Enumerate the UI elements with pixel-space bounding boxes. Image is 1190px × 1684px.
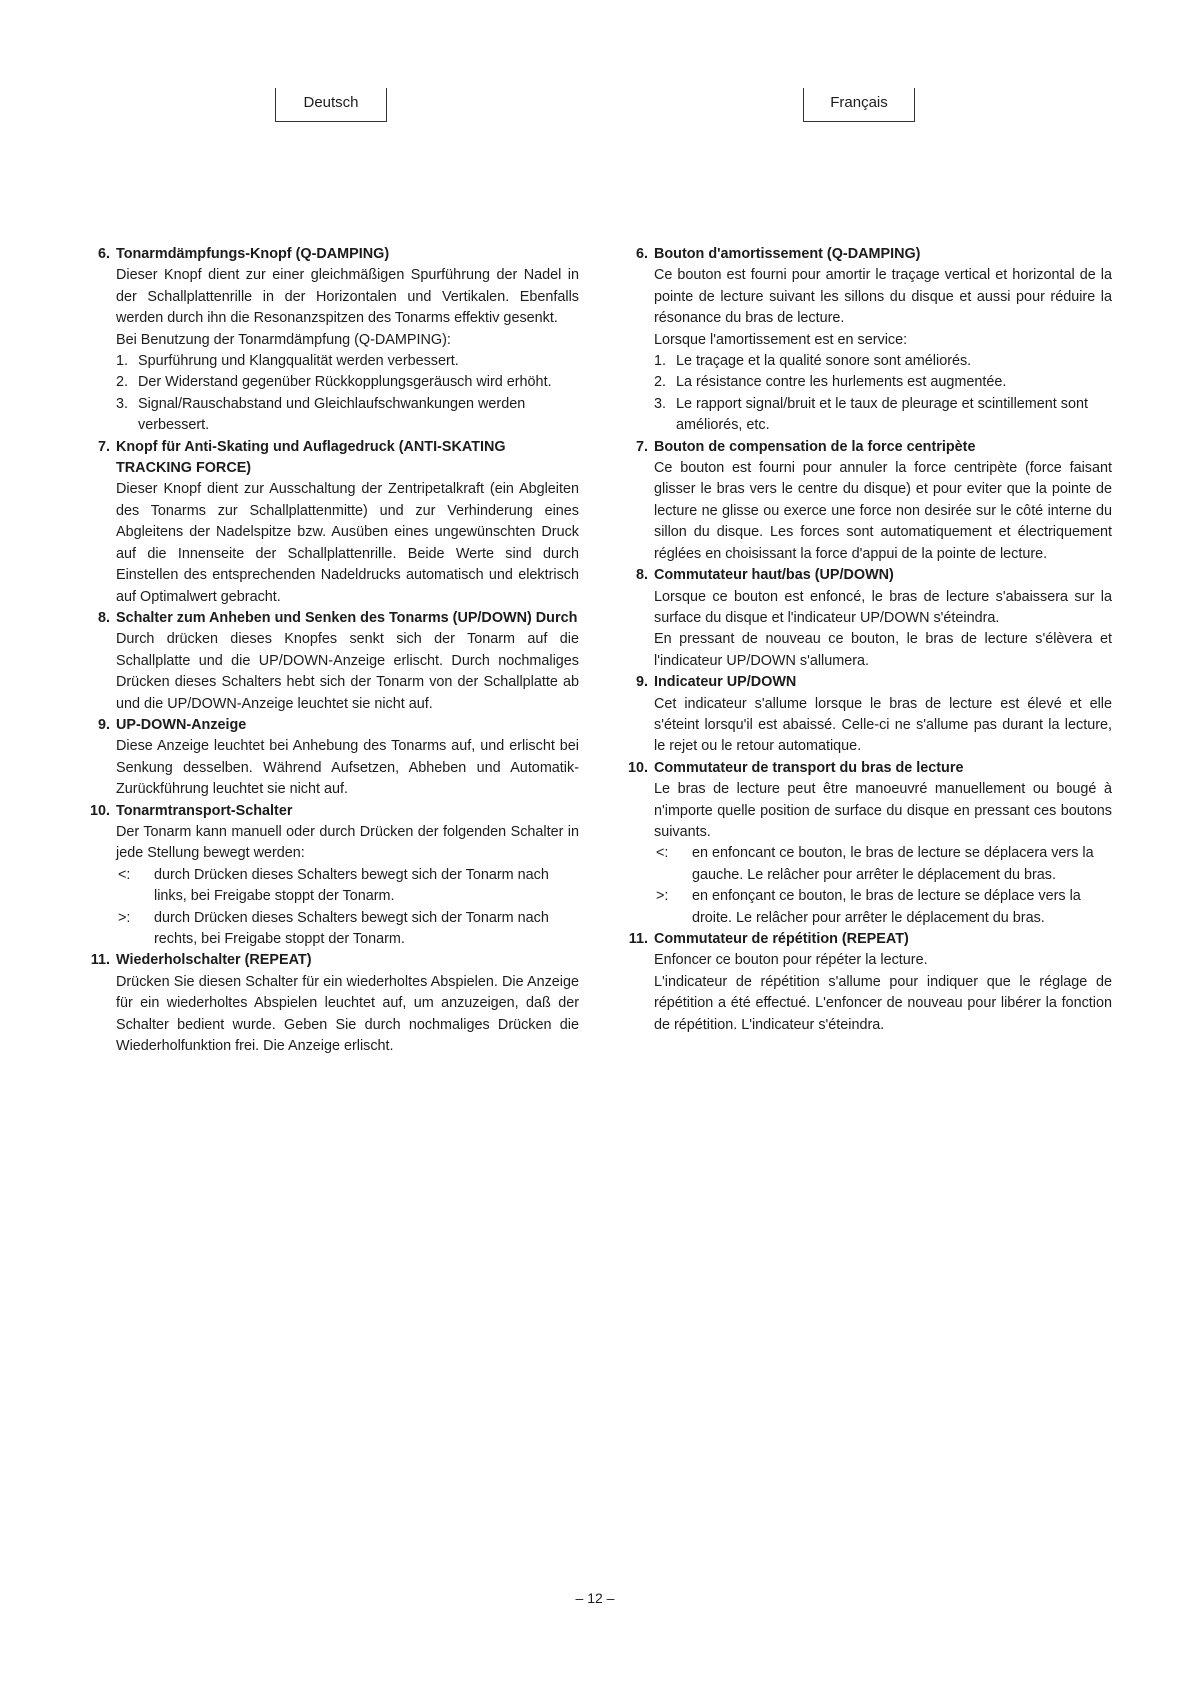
arrow-item-left [654,843,1112,886]
item-paragraph: Der Tonarm kann manuell oder durch Drücken der folgenden Schalter in jede Stellung bewegt werden: [116,823,579,862]
item-number: 9. [635,674,648,691]
item-number: 7. [97,438,110,455]
de-item-9 [84,715,579,801]
item-title: Knopf für Anti-Skating und Auflagedruck (ANTI-SKATING TRACKING FORCE) [116,438,506,477]
item-paragraph: Bei Benutzung der Tonarmdämpfung (Q-DAMPING): [116,331,451,348]
arrow-text: en enfonçant ce bouton, le bras de lecture se déplace vers la droite. Le relâcher pour arrêter le déplacement du bras. [692,888,1081,926]
item-number: 9. [97,716,110,733]
item-paragraph: Cet indicateur s'allume lorsque le bras de lecture est élevé et elle s'éteint lorsqu'il est abaissé. Celle-ci ne s'allume pas durant la lecture, le rejet ou le retour automatique. [654,695,1112,755]
item-paragraph: Drücken Sie diesen Schalter für ein wiederholtes Abspielen. Die Anzeige für ein wiederholtes Abspielen leuchtet auf, um anzuzeigen, daß der Schalter bedient wurde. Geben Sie durch nochmaliges Drücken die Wiederholfunktion frei. Die Anzeige erlischt. [116,973,579,1055]
item-paragraph: Le bras de lecture peut être manoeuvré manuellement ou bougé à n'importe quelle position de surface du disque en pressant ces boutons suivants. [654,781,1112,840]
item-title: Bouton de compensation de la force centripète [654,438,976,455]
list-item [116,372,579,393]
list-number: 3. [116,395,129,412]
item-number: 11. [628,931,648,947]
de-item-10 [84,801,579,951]
de-item-6 [84,244,579,437]
item-title: Tonarmdämpfungs-Knopf (Q-DAMPING) [116,246,390,262]
list-item [116,351,579,372]
arrow-symbol: >: [118,909,131,926]
item-paragraph: En pressant de nouveau ce bouton, le bras de lecture s'élèvera et l'indicateur UP/DOWN s'allumera. [654,631,1112,669]
french-column [622,244,1112,1036]
fr-item-10 [622,758,1112,929]
fr-item-11 [622,929,1112,1036]
item-paragraph: Lorsque ce bouton est enfoncé, le bras de lecture s'abaissera sur la surface du disque et l'indicateur UP/DOWN s'éteindra. [654,588,1112,626]
item-number: 6. [635,246,648,262]
de-item-11 [84,950,579,1057]
page-number: – 12 – [575,1590,615,1606]
de-item-8 [84,608,579,715]
list-text: La résistance contre les hurlements est augmentée. [676,374,1007,391]
item-paragraph: Dieser Knopf dient zur Ausschaltung der Zentripetalkraft (ein Abgleiten des Tonarms zur Schallplattenmitte) und zur Verhinderung eines Abgleitens der Nadelspitze bzw. Ausüben eines ungewünschten Druck auf die Innenseite der Schallplattenrille. Beide Werte sind durch Einstellen des entsprechenden Nadeldrucks automatisch und elektrisch auf Optimalwert gebracht. [116,481,579,605]
list-number: 1. [654,353,667,370]
item-title: Wiederholschalter (REPEAT) [116,952,312,969]
arrow-item-right [654,886,1112,929]
de-item-7 [84,437,579,608]
item-number: 7. [635,438,648,455]
item-paragraph: Ce bouton est fourni pour annuler la force centripète (force faisant glisser le bras vers le centre du disque) et pour eviter que la pointe de lecture ne glisse ou exerce une force non desirée sur le côté interne du sillon du disque. Les forces sont automatiquement et électriquement réglées en choisissant la force d'appui de la pointe de lecture. [654,460,1112,562]
item-paragraph: Diese Anzeige leuchtet bei Anhebung des Tonarms auf, und erlischt bei Senkung desselben. Während Aufsetzen, Abheben und Automatik-Zurückführung leuchtet sie nicht auf. [116,738,579,798]
list-text: Spurführung und Klangqualität werden verbessert. [138,353,459,370]
fr-item-9 [622,672,1112,758]
arrow-text: en enfoncant ce bouton, le bras de lecture se déplacera vers la gauche. Le relâcher pour arrêter le déplacement du bras. [692,845,1094,883]
item-paragraph: Durch drücken dieses Knopfes senkt sich der Tonarm auf die Schallplatte und die UP/DOWN-Anzeige erlischt. Durch nochmaliges Drücken dieses Schalters hebt sich der Tonarm von der Schallplatte ab und die UP/DOWN-Anzeige leuchtet sie nicht auf. [116,631,579,712]
list-item [654,351,1112,372]
item-title: Bouton d'amortissement (Q-DAMPING) [654,246,921,262]
item-number: 6. [97,246,110,262]
item-title: Schalter zum Anheben und Senken des Tonarms (UP/DOWN) Durch [116,609,578,626]
item-title: UP-DOWN-Anzeige [116,716,247,733]
item-number: 8. [635,567,648,584]
item-paragraph: L'indicateur de répétition s'allume pour indiquer que le réglage de répétition a été effectué. L'enfoncer de nouveau pour libérer la fonction de répétition. L'indicateur s'éteindra. [654,973,1112,1033]
list-text: Der Widerstand gegenüber Rückkopplungsgeräusch wird erhöht. [138,374,552,391]
item-number: 10. [89,802,110,819]
fr-item-7 [622,437,1112,565]
item-title: Indicateur UP/DOWN [654,674,797,691]
list-text: Signal/Rauschabstand und Gleichlaufschwankungen werden verbessert. [138,395,526,434]
french-language-tab: Français [803,88,915,122]
list-number: 3. [654,395,667,412]
arrow-text: durch Drücken dieses Schalters bewegt sich der Tonarm nach links, bei Freigabe stoppt der Tonarm. [154,866,549,905]
item-title: Commutateur de transport du bras de lecture [654,759,964,776]
arrow-symbol: >: [656,888,669,905]
arrow-item-left [116,865,579,908]
list-number: 2. [116,374,129,391]
arrow-text: durch Drücken dieses Schalters bewegt sich der Tonarm nach rechts, bei Freigabe stoppt der Tonarm. [154,909,549,947]
arrow-symbol: <: [118,866,131,883]
list-number: 1. [116,353,129,370]
list-number: 2. [654,374,667,391]
list-item [654,394,1112,437]
list-item [116,394,579,437]
list-text: Le traçage et la qualité sonore sont améliorés. [676,353,972,370]
item-title: Commutateur de répétition (REPEAT) [654,931,909,947]
item-number: 8. [97,609,110,626]
fr-item-8 [622,565,1112,672]
fr-item-6 [622,244,1112,437]
item-number: 10. [627,759,648,776]
item-paragraph: Ce bouton est fourni pour amortir le traçage vertical et horizontal de la pointe de lecture suivant les sillons du disque et aussi pour réduire la résonance du bras de lecture. [654,267,1112,327]
item-paragraph: Lorsque l'amortissement est en service: [654,331,908,348]
item-paragraph: Enfoncer ce bouton pour répéter la lecture. [654,952,928,969]
item-title: Tonarmtransport-Schalter [116,802,293,819]
item-paragraph: Dieser Knopf dient zur einer gleichmäßigen Spurführung der Nadel in der Schallplattenrille in der Horizontalen und Vertikalen. Ebenfalls werden durch ihn die Resonanzspitzen des Tonarms effektiv gesenkt. [116,267,579,327]
german-column [84,244,579,1057]
list-item [654,372,1112,393]
german-language-tab: Deutsch [275,88,387,122]
arrow-item-right [116,908,579,951]
list-text: Le rapport signal/bruit et le taux de pleurage et scintillement sont améliorés, etc. [676,395,1088,434]
item-number: 11. [90,952,110,969]
item-title: Commutateur haut/bas (UP/DOWN) [654,567,894,584]
arrow-symbol: <: [656,845,669,862]
